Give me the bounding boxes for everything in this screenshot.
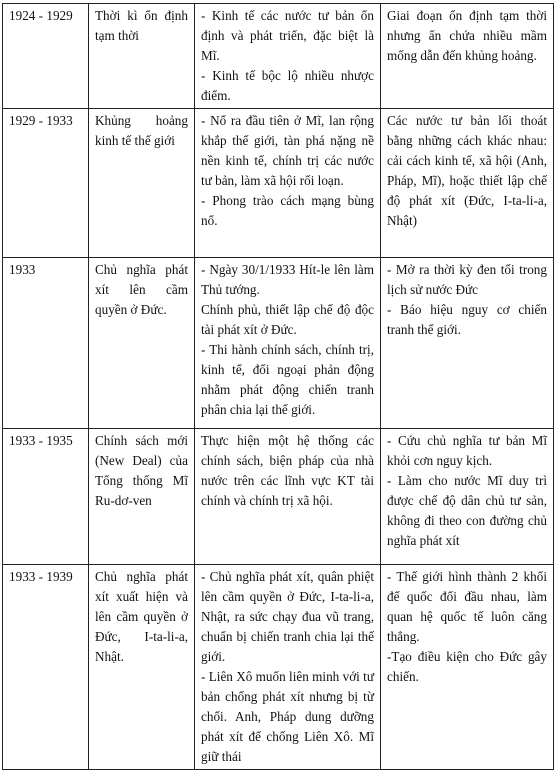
significance-cell xyxy=(381,429,554,565)
event-cell: Chính sách mới (New Deal) của Tổng thống Mĩ Ru-dơ-ven xyxy=(89,429,195,565)
content-line: Thực hiện một hệ thống các chính sách, biện pháp của nhà nước trên các lĩnh vực KT tài chính và chính trị xã hội. xyxy=(201,433,374,508)
period-cell: 1933 xyxy=(3,258,89,429)
content-cell xyxy=(195,565,381,770)
table-row xyxy=(3,258,554,429)
content-line: - Ngày 30/1/1933 Hít-le lên làm Thủ tướng. xyxy=(201,262,374,297)
period-cell: 1933 - 1935 xyxy=(3,429,89,565)
significance-line: Các nước tư bản lối thoát bằng những cách khác nhau: cải cách kinh tế, xã hội (Anh, Pháp, Mĩ), hoặc thiết lập chế độ phát xít (Đức, I-ta-li-a, Nhật) xyxy=(387,113,547,228)
content-line: Chính phủ, thiết lập chế độ độc tài phát xít ở Đức. xyxy=(201,302,374,337)
significance-line: - Báo hiệu nguy cơ chiến tranh thế giới. xyxy=(387,302,547,337)
history-table xyxy=(2,3,554,770)
content-cell xyxy=(195,429,381,565)
period-cell: 1924 - 1929 xyxy=(3,4,89,109)
content-line: - Kinh tế bộc lộ nhiều nhược điểm. xyxy=(201,68,374,103)
significance-cell xyxy=(381,258,554,429)
content-line: - Chủ nghĩa phát xít, quân phiệt lên cầm quyền ở Đức, I-ta-li-a, Nhật, ra sức chạy đua vũ trang, chuẩn bị chiến tranh chia lại thế giới. xyxy=(201,569,374,664)
significance-line: - Thế giới hình thành 2 khối đế quốc đối đầu nhau, làm quan hệ quốc tế luôn căng thẳng. xyxy=(387,569,547,644)
content-line: - Kinh tế các nước tư bản ổn định và phát triển, đặc biệt là Mĩ. xyxy=(201,8,374,63)
significance-cell xyxy=(381,109,554,258)
event-cell: Khủng hoảng kinh tế thế giới xyxy=(89,109,195,258)
significance-line: -Tạo điều kiện cho Đức gây chiến. xyxy=(387,649,547,684)
event-cell: Chủ nghĩa phát xít xuất hiện và lên cầm quyền ở Đức, I-ta-li-a, Nhật. xyxy=(89,565,195,770)
content-cell xyxy=(195,258,381,429)
table-row xyxy=(3,4,554,109)
event-cell: Thời kì ổn định tạm thời xyxy=(89,4,195,109)
significance-line: - Cứu chủ nghĩa tư bản Mĩ khỏi cơn nguy kịch. xyxy=(387,433,547,468)
content-line: - Thi hành chính sách, chính trị, kinh tế, đối ngoại phản động nhằm phát động chiến tranh phân chia lại thế giới. xyxy=(201,342,374,417)
significance-cell xyxy=(381,4,554,109)
period-cell: 1929 - 1933 xyxy=(3,109,89,258)
table-row xyxy=(3,429,554,565)
table-row xyxy=(3,109,554,258)
content-line: - Nổ ra đầu tiên ở Mĩ, lan rộng khắp thế giới, tàn phá nặng nề nền kinh tế, chính trị các nước tư bản, làm xã hội rối loạn. xyxy=(201,113,374,188)
significance-line: Giai đoạn ổn định tạm thời nhưng ẩn chứa nhiều mầm mống dẫn đến khủng hoảng. xyxy=(387,8,547,63)
significance-cell xyxy=(381,565,554,770)
significance-line: - Mở ra thời kỳ đen tối trong lịch sử nước Đức xyxy=(387,262,547,297)
event-cell: Chủ nghĩa phát xít lên cầm quyền ở Đức. xyxy=(89,258,195,429)
content-cell xyxy=(195,109,381,258)
table-row xyxy=(3,565,554,770)
period-cell: 1933 - 1939 xyxy=(3,565,89,770)
content-line: - Phong trào cách mạng bùng nổ. xyxy=(201,193,374,228)
content-line: - Liên Xô muốn liên minh với tư bản chống phát xít nhưng bị từ chối. Anh, Pháp dung dưỡng phát xít để chống Liên Xô. Mĩ giữ thái xyxy=(201,669,374,764)
significance-line: - Làm cho nước Mĩ duy trì được chế độ dân chủ tư sản, không đi theo con đường chủ nghĩa phát xít xyxy=(387,473,547,548)
content-cell xyxy=(195,4,381,109)
